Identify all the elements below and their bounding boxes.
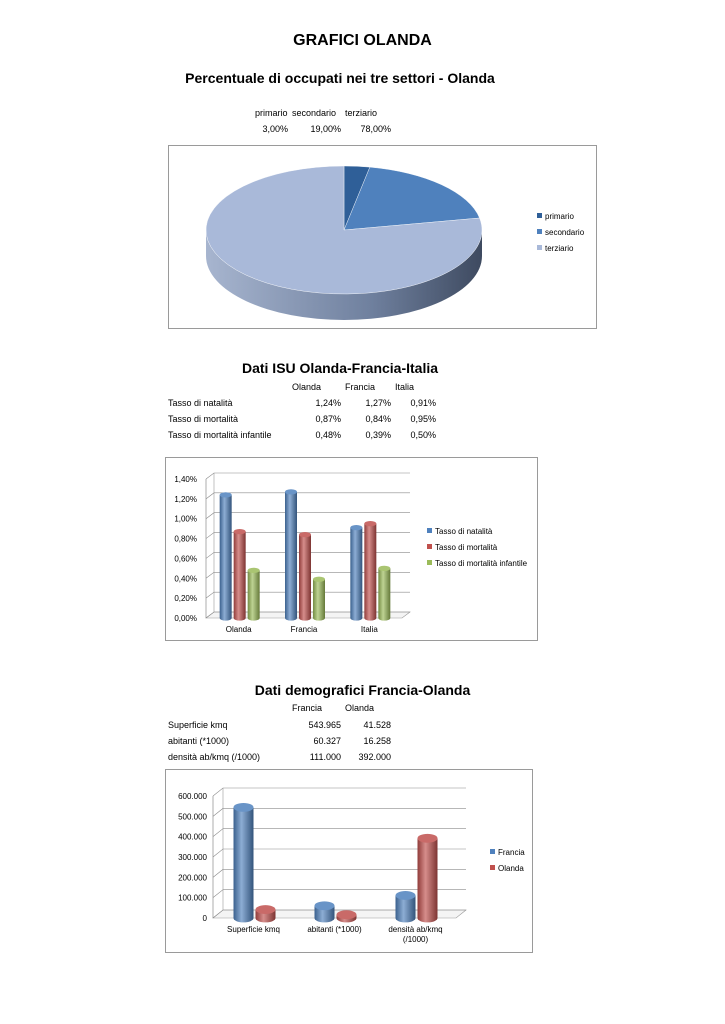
s3-row-label: densità ab/kmq (/1000) — [168, 752, 261, 762]
bar-cap — [256, 905, 276, 914]
bar-body — [313, 579, 325, 620]
bar-Tasso di natalità-Olanda — [220, 492, 232, 620]
bar-Tasso di mortalità infantile-Francia — [313, 577, 325, 621]
s3-row-label: Superficie kmq — [168, 720, 228, 730]
s3-cell: 543.965 — [308, 720, 341, 730]
s2-cell: 0,91% — [410, 398, 436, 408]
s3-cell: 111.000 — [309, 752, 341, 762]
gridline — [206, 473, 410, 479]
s1-value-terziario: 78,00% — [360, 124, 391, 134]
bar-cap — [220, 492, 232, 497]
bar-cap — [378, 566, 390, 571]
bar-body — [248, 570, 260, 620]
x-tick-label-Francia: Francia — [290, 625, 318, 634]
bar-Tasso di mortalità infantile-Italia — [378, 566, 390, 621]
page-title: GRAFICI OLANDA — [293, 32, 432, 49]
bar-Francia-Superficie kmq — [234, 803, 254, 922]
bar-Tasso di natalità-Italia — [350, 525, 362, 621]
s3-cell: 392.000 — [358, 752, 391, 762]
s3-cell: 60.327 — [313, 736, 341, 746]
bar-cap — [350, 525, 362, 530]
s2-cell: 0,95% — [410, 414, 436, 424]
x-tick-label-Superficie kmq: Superficie kmq — [227, 925, 280, 934]
y-tick-label: 0,40% — [174, 574, 197, 584]
legend-label-Francia: Francia — [498, 848, 525, 857]
bar-cap — [315, 901, 335, 910]
s1-value-primario: 3,00% — [262, 124, 288, 134]
x-tick-label-Italia: Italia — [360, 625, 378, 634]
legend-swatch-Francia — [490, 849, 495, 854]
bar-Tasso di mortalità-Francia — [299, 532, 311, 621]
y-tick-label: 300.000 — [178, 853, 207, 862]
bar-Tasso di mortalità-Olanda — [234, 529, 246, 621]
y-tick-label: 1,20% — [174, 494, 197, 504]
legend-swatch-Tasso di mortalità infantile — [427, 560, 432, 565]
legend-label-Tasso di natalità: Tasso di natalità — [435, 527, 493, 536]
bar-Olanda-abitanti (*1000) — [337, 910, 357, 922]
legend-swatch-primario — [537, 213, 542, 218]
bar-cap — [337, 910, 357, 919]
s2-row-label: Tasso di mortalità — [168, 414, 239, 424]
s2-cell: 0,50% — [410, 430, 436, 440]
s2-row-label: Tasso di mortalità infantile — [168, 430, 272, 440]
gridline — [206, 513, 410, 519]
s3-row-label: abitanti (*1000) — [168, 736, 230, 746]
x-tick-label-densità ab/kmq (/1000): densità ab/kmq (/1000) — [388, 925, 443, 944]
legend-swatch-secondario — [537, 229, 542, 234]
bar-body — [418, 838, 438, 922]
section2-title: Dati ISU Olanda-Francia-Italia — [241, 360, 439, 376]
y-tick-label: 0 — [202, 914, 207, 923]
gridline — [206, 493, 410, 499]
bar-cap — [248, 568, 260, 573]
bar-Olanda-densità ab/kmq (/1000) — [418, 834, 438, 923]
s1-header-secondario: secondario — [292, 108, 337, 118]
s2-row-label: Tasso di natalità — [168, 398, 233, 408]
pie-chart — [169, 146, 596, 328]
x-tick-label-Olanda: Olanda — [225, 625, 252, 634]
bar-body — [378, 568, 390, 620]
bar-Tasso di mortalità-Italia — [364, 521, 376, 621]
legend-swatch-Tasso di mortalità — [427, 544, 432, 549]
y-tick-label: 400.000 — [178, 832, 207, 842]
bar-cap — [299, 532, 311, 537]
bar-cap — [285, 489, 297, 494]
bar-cap — [313, 577, 325, 582]
bar-body — [350, 528, 362, 621]
s2-cell: 0,87% — [315, 414, 341, 424]
s3-cell: 41.528 — [363, 720, 391, 730]
y-tick-label: 1,40% — [174, 475, 197, 484]
section1-title: Percentuale di occupati nei tre settori - Olanda — [185, 70, 495, 86]
bar-body — [299, 535, 311, 621]
bar-Francia-abitanti (*1000) — [315, 901, 335, 922]
legend-label-Tasso di mortalità: Tasso di mortalità — [435, 543, 498, 552]
bar-body — [234, 807, 254, 922]
bar-Tasso di mortalità infantile-Olanda — [248, 568, 260, 621]
isu-bar-chart — [166, 458, 537, 640]
bar-Olanda-Superficie kmq — [256, 905, 276, 922]
s2-cell: 1,27% — [365, 398, 391, 408]
legend-label-terziario: terziario — [545, 244, 574, 253]
bar-body — [285, 492, 297, 621]
x-tick-label-abitanti (*1000): abitanti (*1000) — [307, 925, 362, 934]
bar-body — [234, 532, 246, 621]
legend-swatch-terziario — [537, 245, 542, 250]
demo-chart-frame — [165, 769, 533, 953]
y-tick-label: 500.000 — [178, 812, 207, 822]
y-tick-label: 200.000 — [178, 873, 207, 883]
y-tick-label: 0,20% — [174, 594, 197, 604]
isu-chart-frame — [165, 457, 538, 641]
bar-cap — [364, 521, 376, 526]
bar-Tasso di natalità-Francia — [285, 489, 297, 620]
bar-cap — [234, 803, 254, 812]
bar-Francia-densità ab/kmq (/1000) — [396, 891, 416, 922]
bar-body — [220, 495, 232, 621]
y-tick-label: 1,00% — [174, 514, 197, 524]
bar-cap — [418, 834, 438, 843]
y-tick-label: 0,00% — [174, 614, 197, 623]
s1-value-secondario: 19,00% — [310, 124, 341, 134]
s3-header-olanda: Olanda — [345, 703, 375, 713]
legend-label-Olanda: Olanda — [498, 864, 524, 873]
y-tick-label: 600.000 — [178, 792, 207, 801]
s1-header-terziario: terziario — [345, 108, 378, 118]
s3-header-francia: Francia — [292, 703, 323, 713]
legend-label-secondario: secondario — [545, 228, 585, 237]
legend-swatch-Olanda — [490, 865, 495, 870]
s2-header-olanda: Olanda — [292, 382, 322, 392]
section3-title: Dati demografici Francia-Olanda — [254, 682, 471, 698]
legend-label-Tasso di mortalità infantile: Tasso di mortalità infantile — [435, 559, 528, 568]
s2-cell: 0,84% — [365, 414, 391, 424]
s2-header-francia: Francia — [345, 382, 376, 392]
s2-cell: 0,48% — [315, 430, 341, 440]
legend-swatch-Tasso di natalità — [427, 528, 432, 533]
y-tick-label: 0,80% — [174, 534, 197, 544]
s2-header-italia: Italia — [395, 382, 415, 392]
demo-bar-chart — [166, 770, 532, 952]
s2-cell: 1,24% — [315, 398, 341, 408]
s1-header-primario: primario — [255, 108, 288, 118]
pie-chart-frame — [168, 145, 597, 329]
bar-cap — [234, 529, 246, 534]
legend-label-primario: primario — [545, 212, 574, 221]
y-tick-label: 0,60% — [174, 554, 197, 564]
y-tick-label: 100.000 — [178, 893, 207, 903]
bar-body — [364, 524, 376, 621]
s3-cell: 16.258 — [363, 736, 391, 746]
bar-cap — [396, 891, 416, 900]
gridline — [213, 788, 466, 796]
s2-cell: 0,39% — [365, 430, 391, 440]
